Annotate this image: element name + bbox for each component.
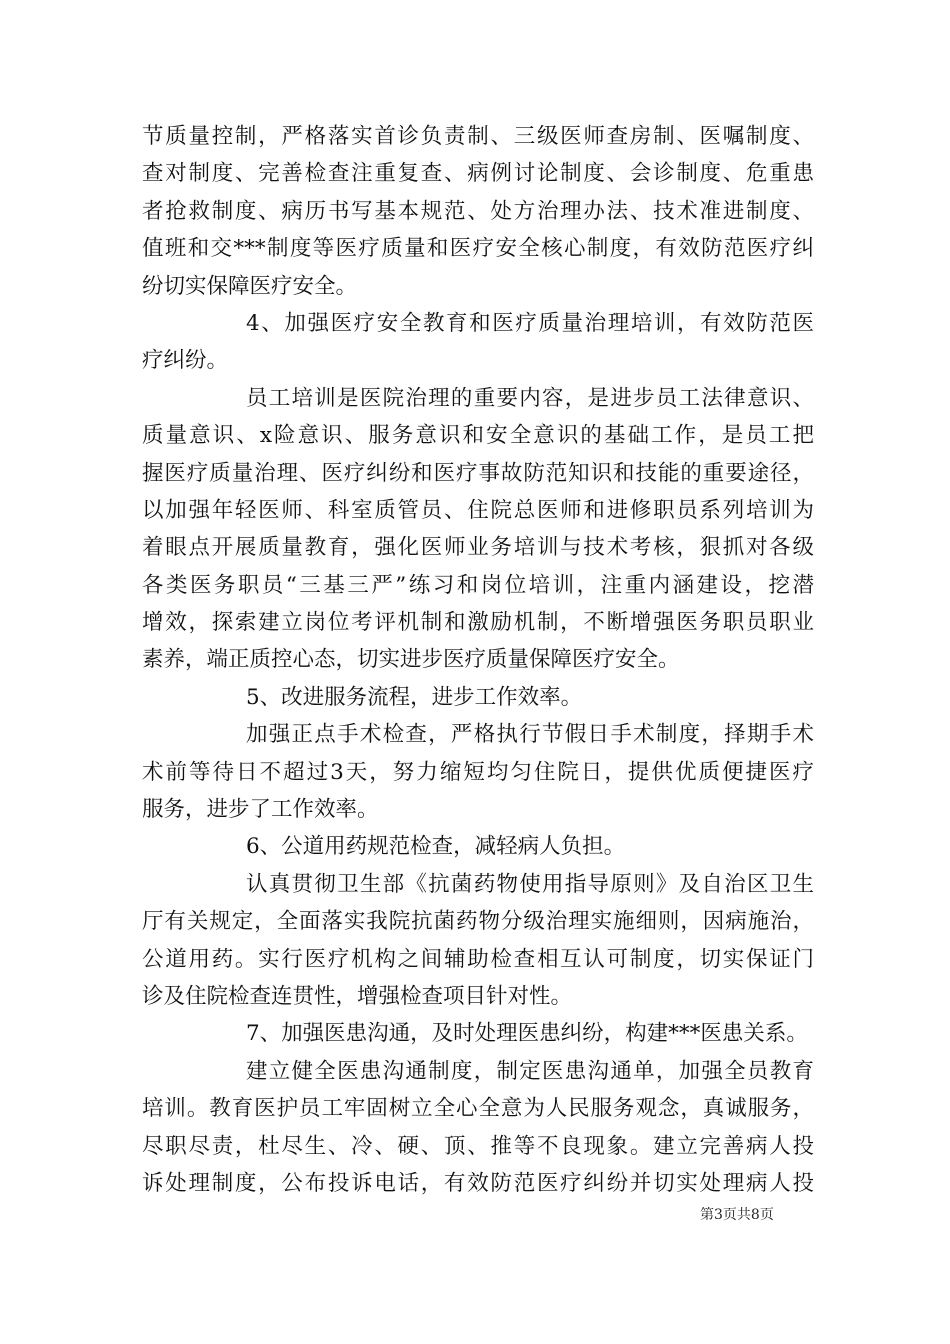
text-line: 术前等待日不超过3天，努力缩短均匀住院日，提供优质便捷医疗 [142, 759, 814, 785]
text-line: 6、公道用药规范检查，减轻病人负担。 [246, 834, 626, 860]
text-line: 诊及住院检查连贯性，增强检查项目针对性。 [142, 983, 573, 1009]
text-line: 服务，进步了工作效率。 [142, 797, 379, 823]
text-line: 纷切实保障医疗安全。 [142, 273, 358, 299]
text-line: 诉处理制度，公布投诉电话，有效防范医疗纠纷并切实处理病人投 [142, 1170, 814, 1196]
text-line: 质量意识、x险意识、服务意识和安全意识的基础工作，是员工把 [142, 423, 814, 449]
text-line: 尽职尽责，杜尽生、冷、硬、顶、推等不良现象。建立完善病人投 [142, 1133, 814, 1159]
document-body [142, 118, 814, 1202]
text-line: 增效，探索建立岗位考评机制和激励机制，不断增强医务职员职业 [142, 610, 814, 636]
text-line: 5、改进服务流程，进步工作效率。 [246, 684, 583, 710]
text-line: 以加强年轻医师、科室质管员、住院总医师和进修职员系列培训为 [142, 497, 814, 523]
text-line: 加强正点手术检查，严格执行节假日手术制度，择期手术 [246, 722, 814, 748]
page-number-footer: 第3页共8页 [700, 1207, 774, 1223]
text-line: 查对制度、完善检查注重复查、病例讨论制度、会诊制度、危重患 [142, 161, 814, 187]
text-line: 员工培训是医院治理的重要内容，是进步员工法律意识、 [246, 385, 814, 411]
text-line: 厅有关规定，全面落实我院抗菌药物分级治理实施细则，因病施治， [142, 909, 814, 935]
text-line: 者抢救制度、病历书写基本规范、处方治理办法、技术准进制度、 [142, 198, 814, 224]
text-line: 公道用药。实行医疗机构之间辅助检查相互认可制度，切实保证门 [142, 946, 814, 972]
text-line: 建立健全医患沟通制度，制定医患沟通单，加强全员教育 [246, 1058, 814, 1084]
text-line: 7、加强医患沟通，及时处理医患纠纷，构建***医患关系。 [246, 1021, 808, 1047]
text-line: 疗纠纷。 [142, 348, 229, 374]
text-line: 握医疗质量治理、医疗纠纷和医疗事故防范知识和技能的重要途径， [142, 460, 814, 486]
text-line: 值班和交***制度等医疗质量和医疗安全核心制度，有效防范医疗纠 [142, 236, 814, 262]
text-line: 着眼点开展质量教育，强化医师业务培训与技术考核，狠抓对各级 [142, 535, 814, 561]
text-line: 节质量控制，严格落实首诊负责制、三级医师查房制、医嘱制度、 [142, 124, 814, 149]
text-line: 认真贯彻卫生部《抗菌药物使用指导原则》及自治区卫生 [246, 871, 814, 897]
text-line: 4、加强医疗安全教育和医疗质量治理培训，有效防范医 [246, 310, 814, 336]
text-line: 素养，端正质控心态，切实进步医疗质量保障医疗安全。 [142, 647, 680, 673]
text-line: 培训。教育医护员工牢固树立全心全意为人民服务观念，真诚服务， [142, 1096, 814, 1122]
text-line: 各类医务职员“三基三严”练习和岗位培训，注重内涵建设，挖潜 [142, 572, 814, 598]
